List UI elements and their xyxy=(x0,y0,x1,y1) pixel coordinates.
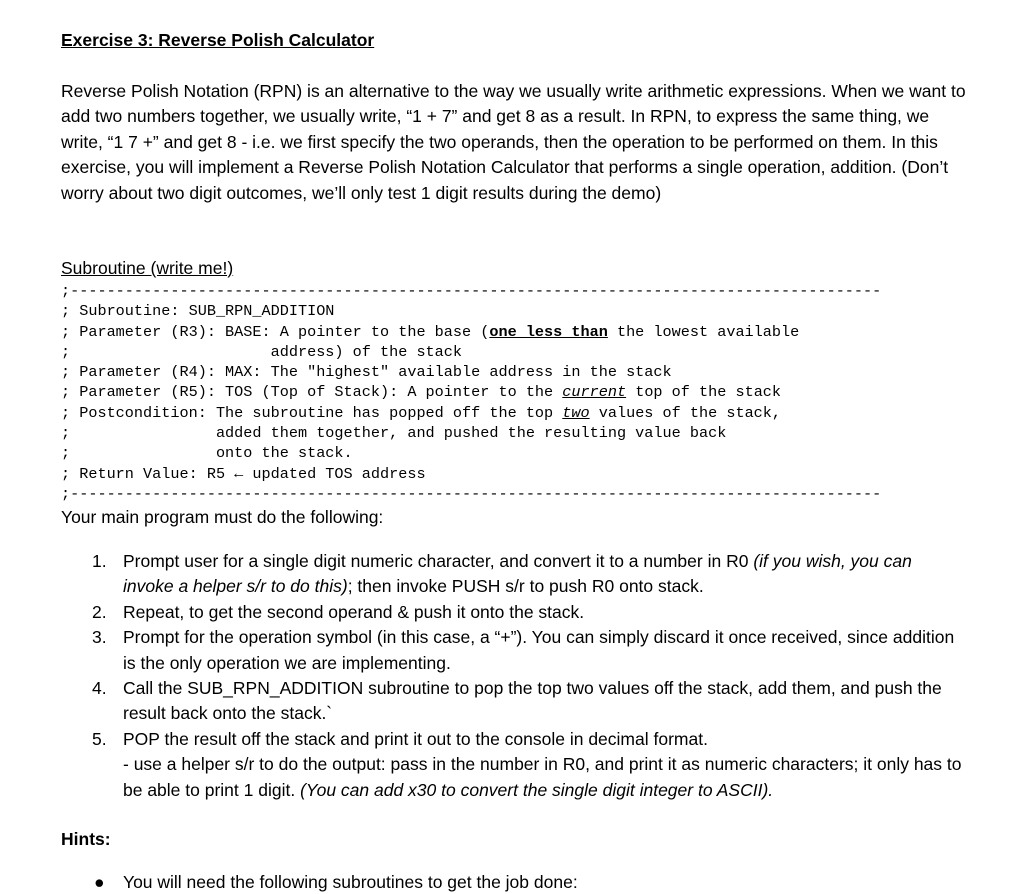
code-separator-top: ;----------------------------------------------------------------------------------------- xyxy=(61,282,882,300)
code-line-param-r5: ; Parameter (R5): TOS (Top of Stack): A pointer to the current top of the stack xyxy=(61,383,782,402)
step-sub-note: - use a helper s/r to do the output: pass in the number in R0, and print it as numeric characters; it only has to be able to print 1 digit. xyxy=(123,754,962,800)
code-line-subroutine: ; Subroutine: SUB_RPN_ADDITION xyxy=(61,302,335,321)
code-line-return-value: ; Return Value: R5 ← updated TOS address xyxy=(61,464,426,483)
intro-paragraph: Reverse Polish Notation (RPN) is an alternative to the way we usually write arithmetic expressions. When we want to add two numbers together, we usually write, “1 + 7” and get 8 as a result. In RPN, to express the same thing, we write, “1 7 +” and get 8 - i.e. we first specify the two operands, then the operation to be performed on them. In this exercise, you will implement a Reverse Polish Notation Calculator that performs a single operation, addition. (Don’t worry about two digit outcomes, we’ll only test 1 digit results during the demo) xyxy=(61,81,966,203)
code-line-param-r3: ; Parameter (R3): BASE: A pointer to the base (one less than the lowest available xyxy=(61,322,800,341)
step-number: 2. xyxy=(92,601,107,622)
code-line-postcondition: ; Postcondition: The subroutine has popped off the top two values of the stack, xyxy=(61,403,782,422)
code-separator-bottom: ;----------------------------------------------------------------------------------------- xyxy=(61,484,882,503)
list-item: 3. Prompt for the operation symbol (in this case, a “+”). You can simply discard it once received, since addition is the only operation we are implementing. xyxy=(92,627,955,673)
step-number: 3. xyxy=(92,627,107,648)
subroutine-heading: Subroutine (write me!) xyxy=(61,258,234,278)
code-emphasis-one-less-than: one less than xyxy=(489,322,608,341)
list-item: 2. Repeat, to get the second operand & push it onto the stack. xyxy=(61,600,966,625)
bullet-dot: ● xyxy=(94,872,105,892)
step-number: 1. xyxy=(92,551,107,571)
code-line-param-r4: ; Parameter (R4): MAX: The "highest" available address in the stack xyxy=(61,363,672,382)
steps-list xyxy=(61,549,966,803)
list-item: 4. Call the SUB_RPN_ADDITION subroutine to pop the top two values off the stack, add them, and push the result back onto the stack.` xyxy=(92,678,942,724)
code-line-postcondition-cont1: ; added them together, and pushed the resulting value back xyxy=(61,424,727,443)
bullet-text: You will need the following subroutines to get the job done: xyxy=(123,872,578,892)
list-item: 5. POP the result off the stack and print it out to the console in decimal format. - use a helper s/r to do the output: pass in the number in R0, and print it as numeric characters; it only has to be able to print 1 digit. (You can add x30 to convert the single digit integer to ASCII). xyxy=(92,728,962,800)
code-line-param-r3-cont: ; address) of the stack xyxy=(61,342,463,361)
main-program-heading: Your main program must do the following: xyxy=(61,507,384,527)
step-italic-note: (if you wish, you can invoke a helper s/r to do this) xyxy=(123,551,912,597)
step-italic-note: (You can add x30 to convert the single digit integer to ASCII). xyxy=(300,779,774,800)
list-item: 1. Prompt user for a single digit numeric character, and convert it to a number in R0 (if you wish, you can invoke a helper s/r to do this); then invoke PUSH s/r to push R0 onto stack. xyxy=(92,551,912,597)
step-number: 5. xyxy=(92,728,107,749)
code-emphasis-current: current xyxy=(562,383,627,402)
code-emphasis-two: two xyxy=(562,403,590,422)
subroutine-code-block xyxy=(61,281,881,504)
hints-heading: Hints: xyxy=(61,829,111,849)
step-number: 4. xyxy=(92,678,107,699)
exercise-title: Exercise 3: Reverse Polish Calculator xyxy=(61,30,375,50)
code-line-postcondition-cont2: ; onto the stack. xyxy=(61,444,353,463)
